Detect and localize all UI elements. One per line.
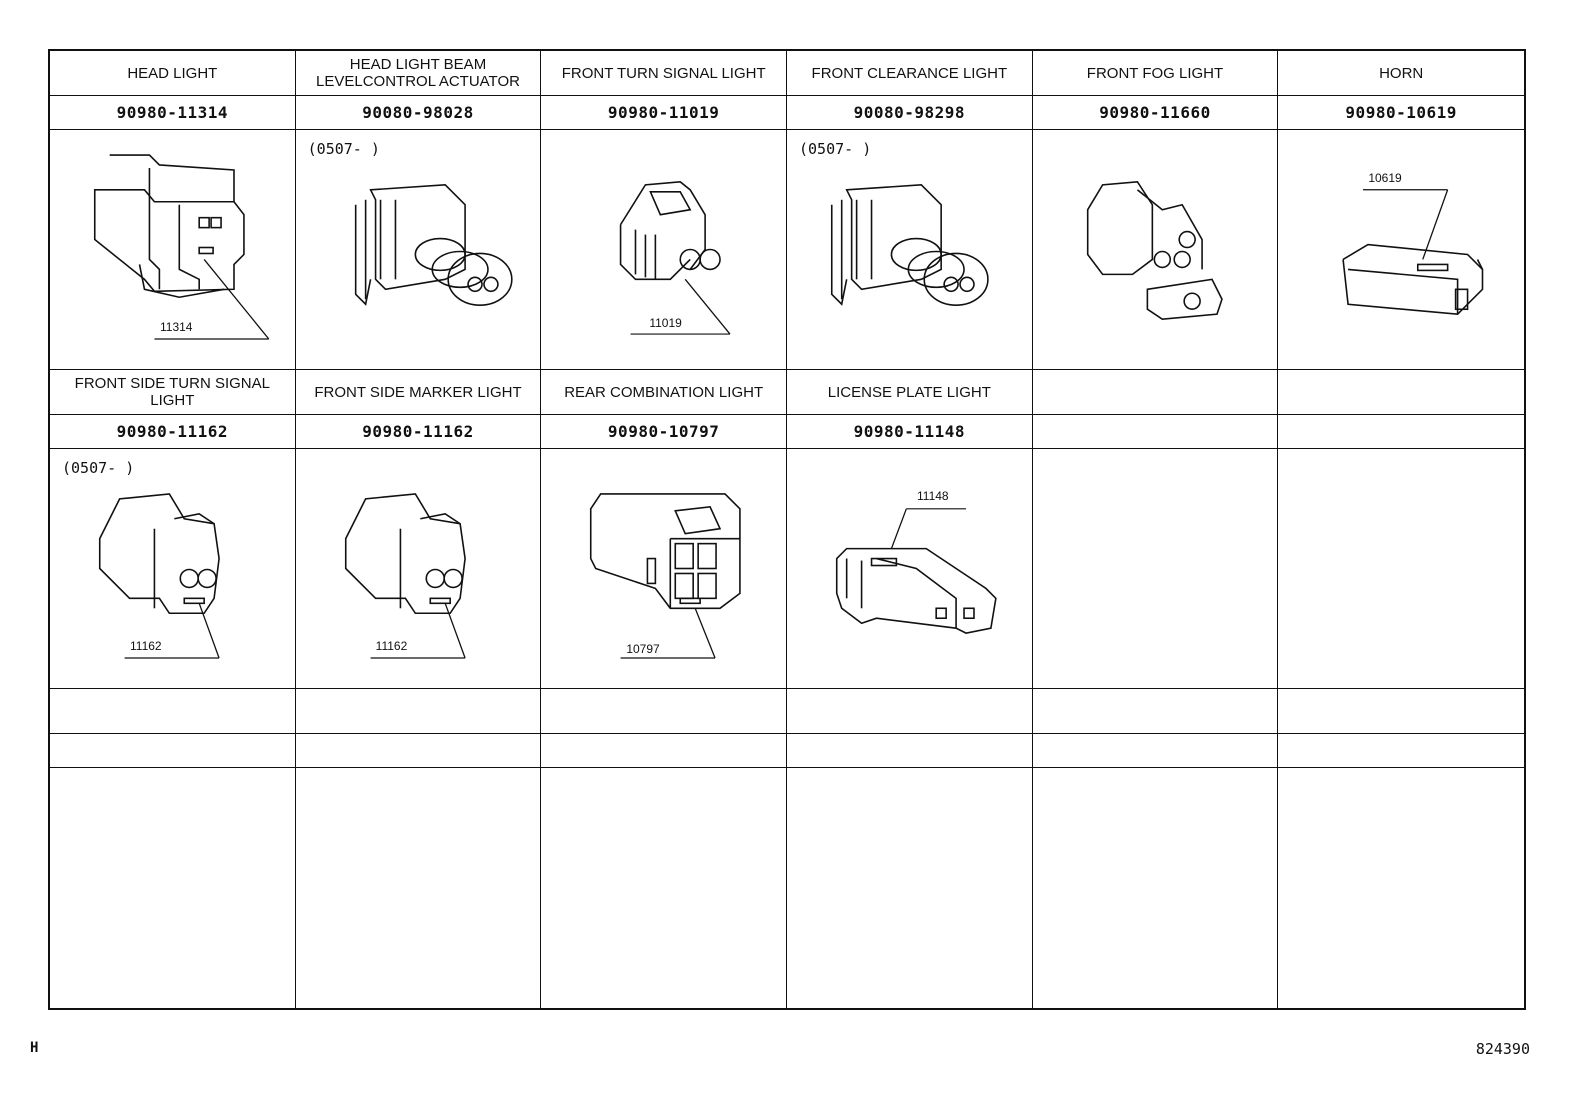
callout-label: 10797 [626, 642, 660, 656]
connector-location-label: HORN [1278, 51, 1524, 96]
empty-cell [1033, 449, 1279, 689]
connector-turn-signal-icon [541, 130, 786, 369]
empty-cell [1278, 415, 1524, 449]
connector-location-label: REAR COMBINATION LIGHT [541, 370, 787, 415]
connector-side-turn-icon [50, 449, 295, 688]
callout-label: 11019 [649, 316, 682, 330]
connector-location-label: FRONT FOG LIGHT [1033, 51, 1279, 96]
empty-cell [1278, 768, 1524, 1008]
empty-cell [1278, 449, 1524, 689]
empty-cell [787, 768, 1033, 1008]
callout-label: 10619 [1368, 171, 1402, 185]
connector-location-label: FRONT SIDE TURN SIGNAL LIGHT [50, 370, 296, 415]
page-marker: H [30, 1040, 39, 1056]
callout-label: 11314 [160, 320, 193, 334]
empty-cell [50, 734, 296, 768]
callout-label: 11148 [917, 489, 949, 503]
connector-location-label: FRONT TURN SIGNAL LIGHT [541, 51, 787, 96]
connector-part-number: 90980-11019 [541, 96, 787, 130]
connector-part-number: 90980-11162 [50, 415, 296, 449]
connector-illustration [50, 130, 296, 370]
connector-part-number: 90980-11148 [787, 415, 1033, 449]
empty-cell [787, 734, 1033, 768]
empty-cell [1278, 689, 1524, 734]
connector-side-marker-icon [296, 449, 541, 688]
empty-cell [541, 734, 787, 768]
connector-part-number: 90980-10619 [1278, 96, 1524, 130]
connector-part-number: 90080-98028 [296, 96, 542, 130]
empty-cell [541, 689, 787, 734]
connector-fog-light-icon [1033, 130, 1278, 369]
empty-cell [787, 689, 1033, 734]
connector-location-label: HEAD LIGHT BEAM LEVELCONTROL ACTUATOR [296, 51, 542, 96]
connector-location-label: FRONT CLEARANCE LIGHT [787, 51, 1033, 96]
connector-illustration [1278, 130, 1524, 370]
connector-horn-icon [1278, 130, 1524, 369]
connector-actuator-icon [296, 130, 541, 369]
empty-cell [1033, 415, 1279, 449]
empty-cell [1033, 370, 1279, 415]
empty-cell [541, 768, 787, 1008]
connector-illustration [296, 130, 542, 370]
figure-number: 824390 [1475, 1040, 1530, 1058]
connector-part-number: 90080-98298 [787, 96, 1033, 130]
connector-illustration [50, 449, 296, 689]
empty-cell [50, 689, 296, 734]
connector-part-number: 90980-10797 [541, 415, 787, 449]
empty-cell [296, 768, 542, 1008]
connector-location-label: HEAD LIGHT [50, 51, 296, 96]
connector-illustration [787, 130, 1033, 370]
connector-location-label: FRONT SIDE MARKER LIGHT [296, 370, 542, 415]
date-code: (0507- ) [799, 140, 872, 158]
connector-clearance-icon [787, 130, 1032, 369]
empty-cell [296, 689, 542, 734]
empty-cell [1278, 370, 1524, 415]
connector-table [48, 49, 1526, 1010]
empty-cell [1033, 689, 1279, 734]
callout-label: 11162 [375, 639, 408, 653]
connector-part-number: 90980-11162 [296, 415, 542, 449]
connector-location-label: LICENSE PLATE LIGHT [787, 370, 1033, 415]
connector-illustration [1033, 130, 1279, 370]
empty-cell [50, 768, 296, 1008]
date-code: (0507- ) [307, 140, 380, 158]
callout-label: 11162 [130, 639, 162, 653]
connector-illustration [541, 449, 787, 689]
connector-illustration [296, 449, 542, 689]
connector-license-plate-icon [787, 449, 1032, 688]
empty-cell [296, 734, 542, 768]
empty-cell [1033, 734, 1279, 768]
connector-part-number: 90980-11314 [50, 96, 296, 130]
empty-cell [1278, 734, 1524, 768]
date-code: (0507- ) [62, 459, 135, 477]
empty-cell [1033, 768, 1279, 1008]
connector-illustration [787, 449, 1033, 689]
connector-illustration [541, 130, 787, 370]
connector-rear-combination-icon [541, 449, 786, 688]
connector-part-number: 90980-11660 [1033, 96, 1279, 130]
